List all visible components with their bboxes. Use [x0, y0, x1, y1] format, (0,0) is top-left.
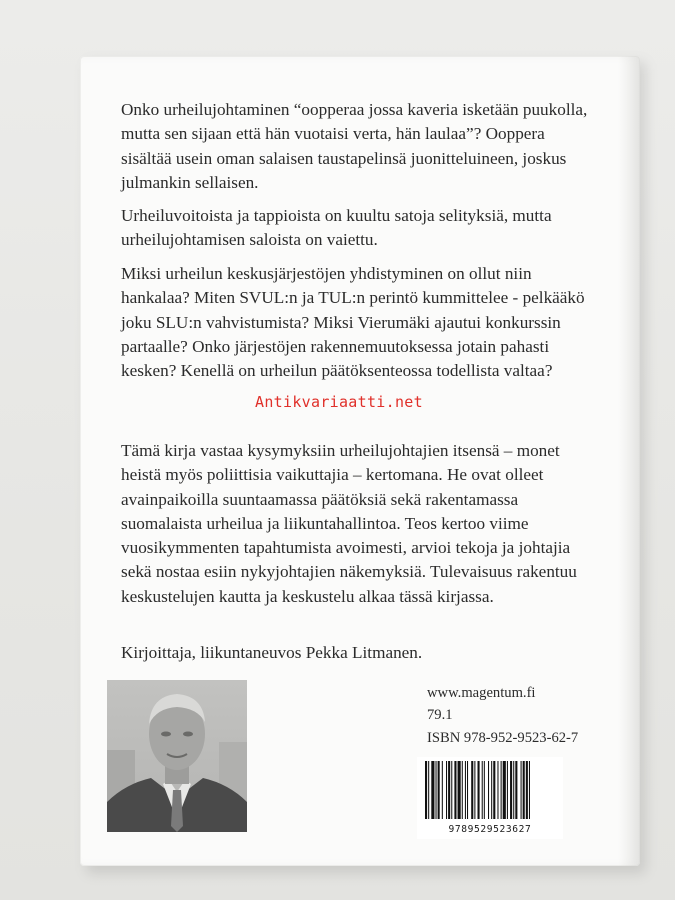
- barcode-bar: [451, 761, 452, 819]
- barcode-digits: 9789529523627: [448, 824, 532, 835]
- author-photo: [107, 680, 247, 832]
- barcode-bar: [446, 761, 447, 819]
- barcode-bar: [467, 761, 468, 819]
- blurb-paragraph-3: Miksi urheilun keskusjärjestöjen yhdistyminen on ollut niin hankalaa? Miten SVUL:n ja TUL:n perintö kummittelee - pelkääkö joku SLU:n vahvistumista? Miksi Vierumäki ajautui konkurssin partaalle? Onko järjestöjen rakennemuutoksessa jotain pahasti kesken? Kenellä on urheilun päätöksenteossa todellista valtaa?: [121, 264, 585, 381]
- barcode-bar: [488, 761, 489, 819]
- barcode-bar: [484, 761, 485, 819]
- barcode-bar: [529, 761, 530, 819]
- barcode-bar: [465, 761, 466, 819]
- barcode-bar: [458, 761, 461, 819]
- barcode-bar: [501, 761, 502, 819]
- barcode-bars: [417, 757, 563, 823]
- barcode-bar: [510, 761, 512, 819]
- barcode-bar: [425, 761, 427, 819]
- barcode-bar: [523, 761, 525, 819]
- barcode-bar: [513, 761, 514, 819]
- publisher-info: [427, 682, 578, 749]
- barcode-bar: [521, 761, 522, 819]
- barcode-bar: [442, 761, 443, 819]
- blurb-paragraph-1: Onko urheilujohtaminen “oopperaa jossa kaveria isketään puukolla, mutta sen sijaan että hän vuotaisi verta, hän laulaa”? Ooppera sisältää usein oman salaisen taustapelinsä juonitteluineen, joskus julmankin sellaisen.: [121, 100, 588, 192]
- barcode-bar: [478, 761, 480, 819]
- barcode-bar: [436, 761, 437, 819]
- author-portrait-graphic: [107, 680, 247, 832]
- barcode-bar: [431, 761, 434, 819]
- barcode-bar: [471, 761, 473, 819]
- isbn-barcode: [417, 757, 563, 839]
- book-edge: [618, 56, 640, 866]
- barcode-bar: [428, 761, 429, 819]
- publisher-url: www.magentum.fi: [427, 685, 536, 701]
- barcode-bar: [454, 761, 456, 819]
- barcode-bar: [497, 761, 498, 819]
- barcode-bar: [448, 761, 450, 819]
- barcode-bar: [526, 761, 528, 819]
- blurb-paragraph-4: Tämä kirja vastaa kysymyksiin urheilujohtajien itsensä – monet heistä myös poliittisia vaikuttajia – kertomana. He ovat olleet avainpaikoilla suuntaamassa päätöksiä sekä rakentamassa suomalaista urheilua ja liikuntahallintoa. Teos kertoo viime vuosikymmenten tapahtumista avoimesti, arvioi tekoja ja johtajia sekä nostaa esiin nykyjohtajien näkemyksiä. Tulevaisuus rakentuu keskustelujen kautta ja keskustelu alkaa tässä kirjassa.: [121, 441, 577, 606]
- blurb-paragraph-2: Urheiluvoitoista ja tappioista on kuultu satoja selityksiä, mutta urheilujohtamisen saloista on vaiettu.: [121, 206, 552, 250]
- author-line: Kirjoittaja, liikuntaneuvos Pekka Litmanen.: [121, 643, 423, 662]
- isbn-number: ISBN 978-952-9523-62-7: [427, 729, 579, 746]
- barcode-bar: [462, 761, 463, 819]
- barcode-bar: [474, 761, 475, 819]
- barcode-bar: [438, 761, 440, 819]
- barcode-bar: [482, 761, 483, 819]
- barcode-bar: [515, 761, 517, 819]
- barcode-bar: [493, 761, 495, 819]
- classification-code: 79.1: [427, 707, 453, 724]
- barcode-bar: [507, 761, 508, 819]
- barcode-bar: [491, 761, 492, 819]
- barcode-bar: [503, 761, 506, 819]
- watermark-text: Antikvariaatti.net: [255, 393, 423, 411]
